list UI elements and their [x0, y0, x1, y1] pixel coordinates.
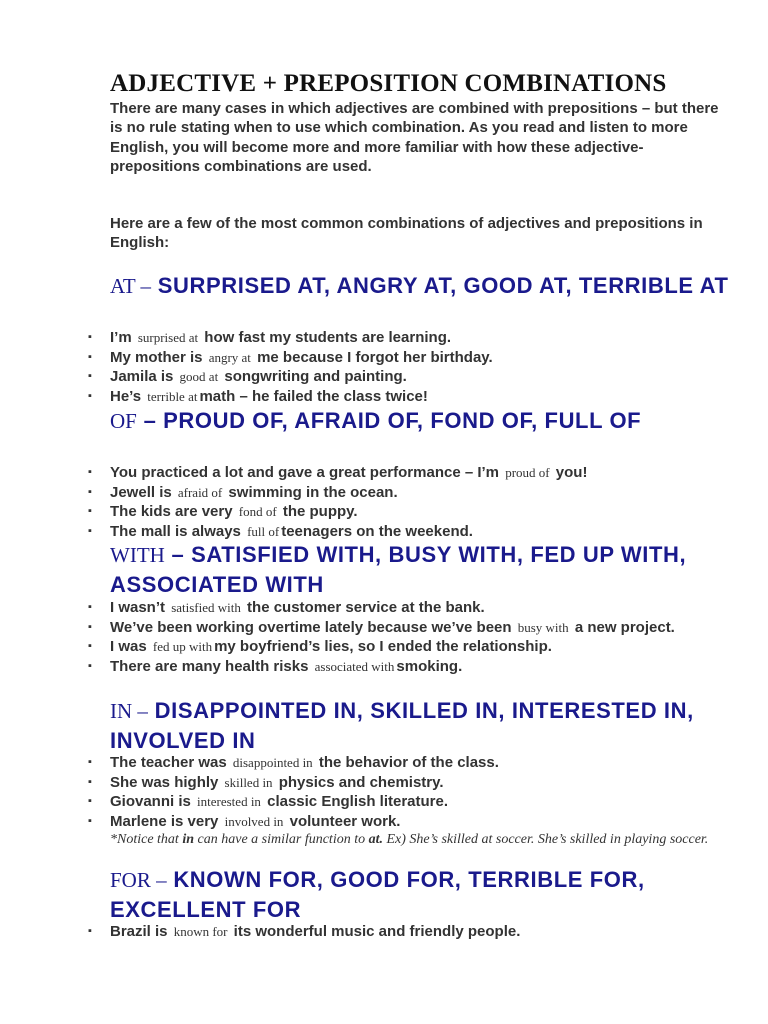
list-item: ▪ She was highly skilled in physics and chemistry. — [88, 773, 444, 791]
bullet-icon: ▪ — [88, 620, 92, 633]
example-phrase: full of — [247, 523, 280, 539]
intro-paragraph: There are many cases in which adjectives are combined with prepositions – but there is no rule stating when to use which combination. As you read and listen to more English, you will become more and more familiar with how these adjective-prepositions combinations are used. — [110, 100, 719, 175]
list-item: ▪ The mall is always full of teenagers on the weekend. — [88, 522, 473, 540]
bullet-icon: ▪ — [88, 756, 92, 768]
list-item: ▪ Giovanni is interested in classic English literature. — [88, 793, 449, 810]
page-title: ADJECTIVE + PREPOSITION COMBINATIONS — [110, 70, 667, 97]
example-phrase: surprised at — [137, 330, 199, 345]
section-preposition: WITH — [110, 543, 165, 567]
bullet-icon: ▪ — [88, 331, 92, 343]
list-item: ▪ I was fed up with my boyfriend’s lies, so I ended the relationship. — [88, 638, 552, 655]
grammar-note: *Notice that in can have a similar function to at. Ex) She’s skilled at soccer. She’s skilled in playing soccer. — [110, 832, 709, 847]
section-heading-of — [110, 406, 730, 436]
bullet-icon: ▪ — [88, 814, 92, 827]
example-phrase: interested in — [197, 794, 261, 809]
list-item: ▪ The kids are very fond of the puppy. — [88, 503, 358, 520]
list-item: ▪ Marlene is very involved in volunteer work. *Notice that in can have a similar function to at. Ex) She’s skilled at soccer. She’s skilled in playing soccer. — [0, 812, 720, 849]
bullet-icon: ▪ — [88, 640, 92, 652]
section-combinations: KNOWN FOR, GOOD FOR, TERRIBLE FOR, EXCELLENT FOR — [110, 867, 645, 922]
section-combinations: DISAPPOINTED IN, SKILLED IN, INTERESTED IN, INVOLVED IN — [110, 698, 694, 753]
example-phrase: skilled in — [224, 774, 273, 790]
section-preposition: OF — [110, 409, 137, 433]
bullet-icon: ▪ — [88, 659, 92, 672]
section-heading-at — [110, 271, 730, 301]
example-list-at — [0, 328, 768, 406]
example-list-of — [0, 463, 768, 541]
list-item: ▪ Jewell is afraid of swimming in the ocean. — [88, 483, 398, 501]
list-item: ▪ The teacher was disappointed in the behavior of the class. — [88, 754, 499, 771]
example-phrase: satisfied with — [171, 600, 241, 615]
bullet-icon: ▪ — [88, 350, 92, 363]
example-phrase: angry at — [208, 349, 251, 365]
example-list-in — [0, 753, 768, 848]
list-item: ▪ I wasn’t satisfied with the customer service at the bank. — [88, 599, 485, 616]
example-phrase: busy with — [517, 619, 569, 635]
example-phrase: terrible at — [147, 388, 198, 404]
bullet-icon: ▪ — [88, 925, 92, 937]
section-preposition: AT – — [110, 274, 152, 298]
list-item: ▪ He’s terrible at math – he failed the class twice! — [88, 387, 428, 405]
section-heading-with — [110, 540, 730, 599]
section-preposition: IN – — [110, 699, 148, 723]
example-phrase: fond of — [238, 504, 277, 519]
section-combinations: – PROUD OF, AFRAID OF, FOND OF, FULL OF — [136, 408, 642, 433]
section-combinations: SURPRISED AT, ANGRY AT, GOOD AT, TERRIBLE AT — [151, 273, 729, 298]
bullet-icon: ▪ — [88, 795, 92, 807]
bullet-icon: ▪ — [88, 389, 92, 402]
section-preposition: FOR – — [110, 868, 167, 892]
bullet-icon: ▪ — [88, 370, 92, 382]
list-item: ▪ We’ve been working overtime lately because we’ve been busy with a new project. — [88, 618, 675, 636]
bullet-icon: ▪ — [88, 524, 92, 537]
example-phrase: involved in — [224, 813, 284, 829]
list-item: ▪ Brazil is known for its wonderful music and friendly people. — [88, 923, 521, 940]
section-heading-in — [110, 696, 730, 755]
bullet-icon: ▪ — [88, 601, 92, 613]
example-phrase: fed up with — [152, 639, 213, 654]
list-item: ▪ There are many health risks associated with smoking. — [88, 657, 463, 675]
example-phrase: afraid of — [177, 484, 223, 500]
section-heading-for — [110, 865, 730, 924]
example-list-for — [0, 922, 768, 942]
list-item: ▪ You practiced a lot and gave a great performance – I’m proud of you! — [88, 464, 588, 481]
section-combinations: – SATISFIED WITH, BUSY WITH, FED UP WITH, ASSOCIATED WITH — [110, 542, 687, 597]
example-phrase: good at — [179, 369, 219, 384]
example-phrase: known for — [173, 924, 228, 939]
example-phrase: proud of — [505, 465, 550, 480]
intro-paragraph-2: Here are a few of the most common combinations of adjectives and prepositions in English: — [110, 215, 703, 252]
example-phrase: disappointed in — [232, 755, 313, 770]
example-phrase: associated with — [314, 658, 395, 674]
list-item: ▪ Jamila is good at songwriting and painting. — [88, 368, 407, 385]
bullet-icon: ▪ — [88, 775, 92, 788]
bullet-icon: ▪ — [88, 505, 92, 517]
bullet-icon: ▪ — [88, 466, 92, 478]
list-item: ▪ My mother is angry at me because I forgot her birthday. — [88, 348, 493, 366]
list-item: ▪ I’m surprised at how fast my students are learning. — [88, 329, 452, 346]
example-list-with — [0, 598, 768, 676]
bullet-icon: ▪ — [88, 485, 92, 498]
